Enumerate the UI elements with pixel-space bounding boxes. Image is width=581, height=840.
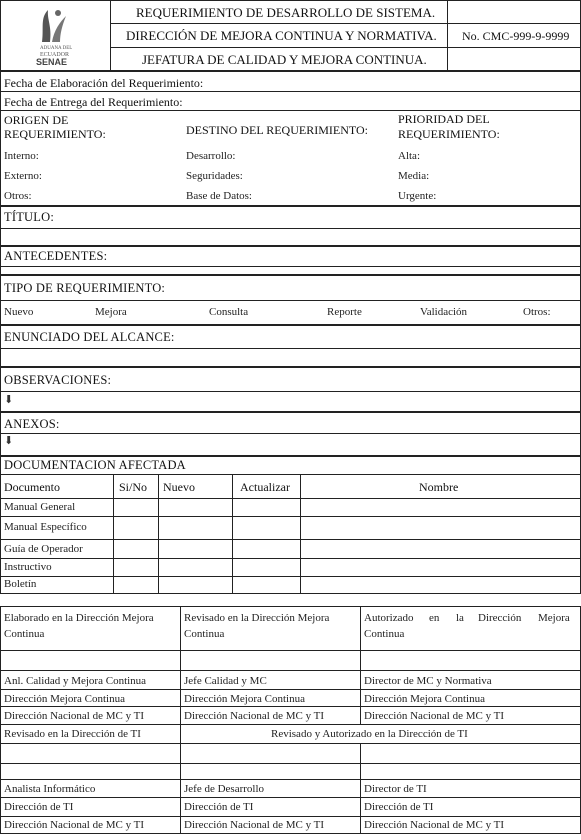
firma-header-3c: la (456, 612, 464, 624)
firma-header-3a: Autorizado (364, 612, 414, 624)
docs-row-guia-operador: Guía de Operador (4, 543, 83, 555)
docs-header-documento: Documento (4, 480, 60, 494)
docs-row-manual-especifico: Manual Específico (4, 521, 87, 533)
prioridad-alta: Alta: (398, 150, 420, 162)
revisado-autorizado-ti-label: Revisado y Autorizado en la Dirección de TI (271, 728, 468, 740)
firma-header-3b: en (429, 612, 440, 624)
firma-d3-nacional: Dirección Nacional de MC y TI (364, 819, 505, 831)
firma-c1-cargo: Anl. Calidad y Mejora Continua (4, 675, 147, 687)
down-arrow-icon: ⬇ (4, 394, 14, 406)
origen-title-1: ORIGEN DE (4, 113, 69, 127)
firma-c2-cargo: Jefe Calidad y MC (184, 675, 267, 687)
docs-row-boletin: Boletín (4, 578, 37, 590)
destino-desarrollo: Desarrollo: (186, 150, 236, 162)
header-title-2: DIRECCIÓN DE MEJORA CONTINUA Y NORMATIVA. (126, 28, 437, 43)
firma-header-3e: Mejora (538, 612, 570, 624)
firma-header-1a: Elaborado en la Dirección Mejora (4, 612, 154, 624)
origen-interno: Interno: (4, 150, 39, 162)
fecha-entrega-label: Fecha de Entrega del Requerimiento: (4, 95, 183, 109)
firma-header-3d: Dirección (478, 612, 522, 624)
origen-externo: Externo: (4, 170, 42, 182)
docs-row-instructivo: Instructivo (4, 561, 52, 573)
logo-text-3: SENAE (36, 57, 68, 67)
tipo-consulta: Consulta (209, 306, 249, 318)
firma-c3-cargo: Director de MC y Normativa (364, 675, 492, 687)
docs-row-manual-general: Manual General (4, 501, 76, 513)
header-title-3: JEFATURA DE CALIDAD Y MEJORA CONTINUA. (142, 52, 427, 67)
docs-header-nombre: Nombre (419, 480, 459, 494)
firma-d1-nacional: Dirección Nacional de MC y TI (4, 819, 145, 831)
observaciones-label: OBSERVACIONES: (4, 373, 112, 387)
firma-header-2a: Revisado en la Dirección Mejora (184, 612, 330, 624)
firma-c2-direccion: Dirección Mejora Continua (184, 693, 305, 705)
firma-c3-nacional: Dirección Nacional de MC y TI (364, 710, 505, 722)
logo-text-1: ADUANA DEL (40, 46, 73, 51)
docs-header-sino: Si/No (119, 480, 148, 494)
firma-c3-direccion: Dirección Mejora Continua (364, 693, 485, 705)
docs-title: DOCUMENTACION AFECTADA (4, 458, 186, 472)
logo-text-2: ECUADOR (40, 52, 70, 58)
destino-base-datos: Base de Datos: (186, 190, 252, 202)
destino-title: DESTINO DEL REQUERIMIENTO: (186, 123, 368, 137)
senae-logo (14, 6, 98, 66)
prioridad-urgente: Urgente: (398, 190, 437, 202)
tipo-reporte: Reporte (327, 306, 362, 318)
docs-header-actualizar: Actualizar (240, 480, 290, 494)
logo-icon (14, 6, 98, 46)
prioridad-title-2: REQUERIMIENTO: (398, 127, 500, 141)
tipo-title: TIPO DE REQUERIMIENTO: (4, 281, 166, 295)
anexos-label: ANEXOS: (4, 417, 60, 431)
document-code: No. CMC-999-9-9999 (462, 29, 570, 43)
firma-d1-cargo: Analista Informático (4, 783, 96, 795)
firma-c2-nacional: Dirección Nacional de MC y TI (184, 710, 325, 722)
enunciado-label: ENUNCIADO DEL ALCANCE: (4, 330, 175, 344)
tipo-mejora: Mejora (95, 306, 127, 318)
firma-d3-direccion: Dirección de TI (364, 801, 434, 813)
firma-d2-direccion: Dirección de TI (184, 801, 254, 813)
tipo-validacion: Validación (420, 306, 468, 318)
origen-title-2: REQUERIMIENTO: (4, 127, 106, 141)
tipo-otros: Otros: (523, 306, 551, 318)
firma-d2-nacional: Dirección Nacional de MC y TI (184, 819, 325, 831)
destino-seguridades: Seguridades: (186, 170, 243, 182)
fecha-elaboracion-label: Fecha de Elaboración del Requerimiento: (4, 76, 204, 90)
antecedentes-label: ANTECEDENTES: (4, 249, 108, 263)
prioridad-title-1: PRIORIDAD DEL (398, 112, 490, 126)
firma-d1-direccion: Dirección de TI (4, 801, 74, 813)
prioridad-media: Media: (398, 170, 430, 182)
firma-header-3f: Continua (364, 628, 405, 640)
firma-header-2b: Continua (184, 628, 225, 640)
origen-otros: Otros: (4, 190, 32, 202)
down-arrow-icon: ⬇ (4, 435, 14, 447)
firma-header-1b: Continua (4, 628, 45, 640)
header-title-1: REQUERIMIENTO DE DESARROLLO DE SISTEMA. (136, 5, 436, 20)
tipo-nuevo: Nuevo (4, 306, 34, 318)
revisado-ti-label: Revisado en la Dirección de TI (4, 728, 141, 740)
firma-d2-cargo: Jefe de Desarrollo (184, 783, 265, 795)
firma-c1-direccion: Dirección Mejora Continua (4, 693, 125, 705)
titulo-label: TÍTULO: (4, 210, 54, 224)
docs-header-nuevo: Nuevo (163, 480, 195, 494)
firma-c1-nacional: Dirección Nacional de MC y TI (4, 710, 145, 722)
firma-d3-cargo: Director de TI (364, 783, 427, 795)
